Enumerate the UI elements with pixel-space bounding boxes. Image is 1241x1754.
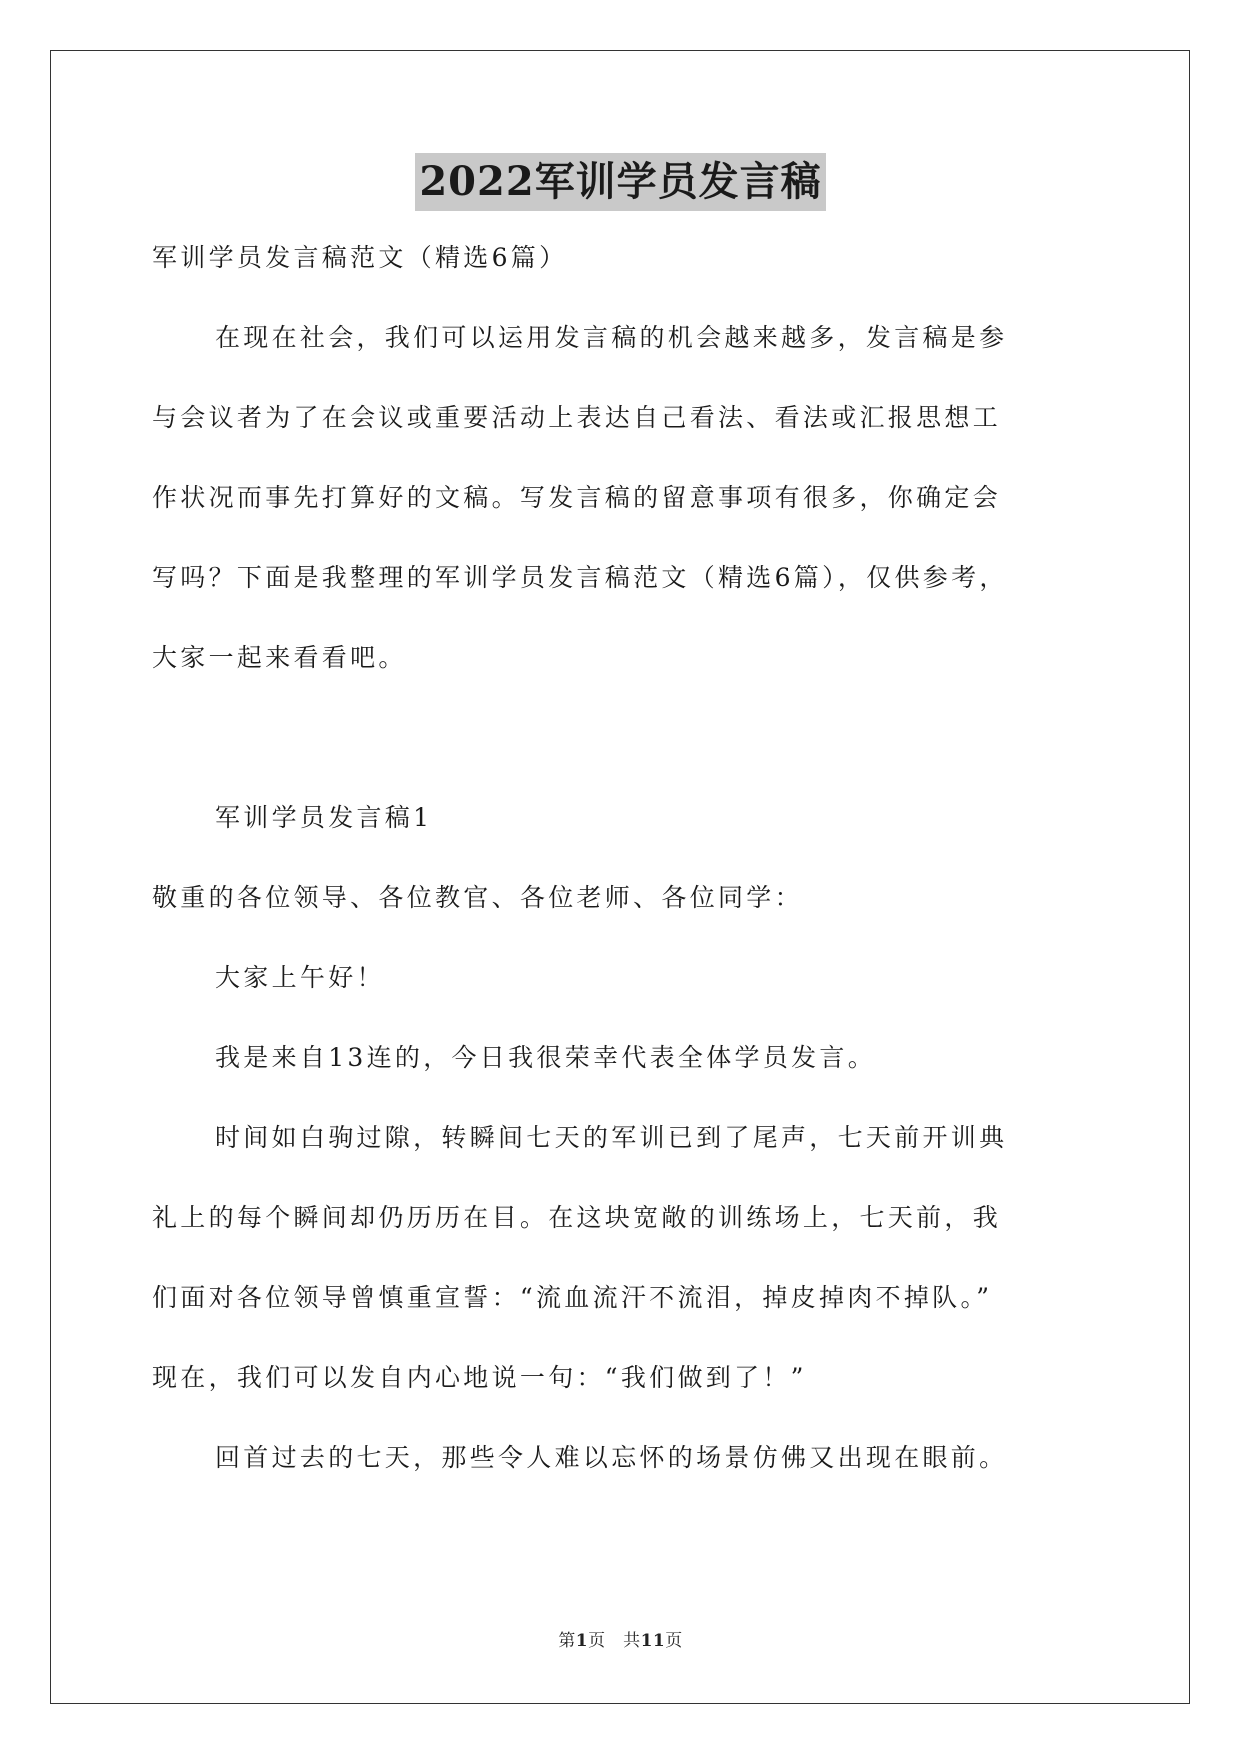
spacer [152, 716, 1112, 796]
paragraph-line: 与会议者为了在会议或重要活动上表达自己看法、看法或汇报思想工 [152, 403, 1002, 432]
paragraph-line: 写吗？下面是我整理的军训学员发言稿范文（精选6篇），仅供参考， [152, 563, 1008, 592]
footer-page-total: 11 [640, 1631, 666, 1651]
document-body [152, 236, 1112, 1516]
title-container [0, 153, 1241, 211]
footer-suffix: 页 [665, 1631, 683, 1651]
paragraph-line: 回首过去的七天，那些令人难以忘怀的场景仿佛又出现在眼前。 [215, 1443, 1008, 1472]
footer-mid: 页 共 [588, 1631, 641, 1651]
footer-page-number: 1 [575, 1631, 589, 1651]
subtitle: 军训学员发言稿范文（精选6篇） [152, 243, 568, 272]
paragraph-line: 时间如白驹过隙，转瞬间七天的军训已到了尾声，七天前开训典 [215, 1123, 1008, 1152]
paragraph-line: 我是来自13连的，今日我很荣幸代表全体学员发言。 [215, 1043, 877, 1072]
greeting: 大家上午好！ [215, 963, 385, 992]
salutation: 敬重的各位领导、各位教官、各位老师、各位同学： [152, 883, 803, 912]
document-title: 2022军训学员发言稿 [415, 153, 825, 211]
paragraph-line: 在现在社会，我们可以运用发言稿的机会越来越多，发言稿是参 [215, 323, 1008, 352]
section-heading: 军训学员发言稿1 [215, 803, 433, 832]
page-footer [0, 1626, 1241, 1651]
paragraph-line: 作状况而事先打算好的文稿。写发言稿的留意事项有很多，你确定会 [152, 483, 1002, 512]
footer-prefix: 第 [558, 1631, 576, 1651]
paragraph-line: 大家一起来看看吧。 [152, 643, 407, 672]
paragraph-line: 礼上的每个瞬间却仍历历在目。在这块宽敞的训练场上，七天前，我 [152, 1203, 1002, 1232]
paragraph-line: 现在，我们可以发自内心地说一句：“我们做到了！” [152, 1363, 807, 1392]
paragraph-line: 们面对各位领导曾慎重宣誓：“流血流汗不流泪，掉皮掉肉不掉队。” [152, 1283, 993, 1312]
